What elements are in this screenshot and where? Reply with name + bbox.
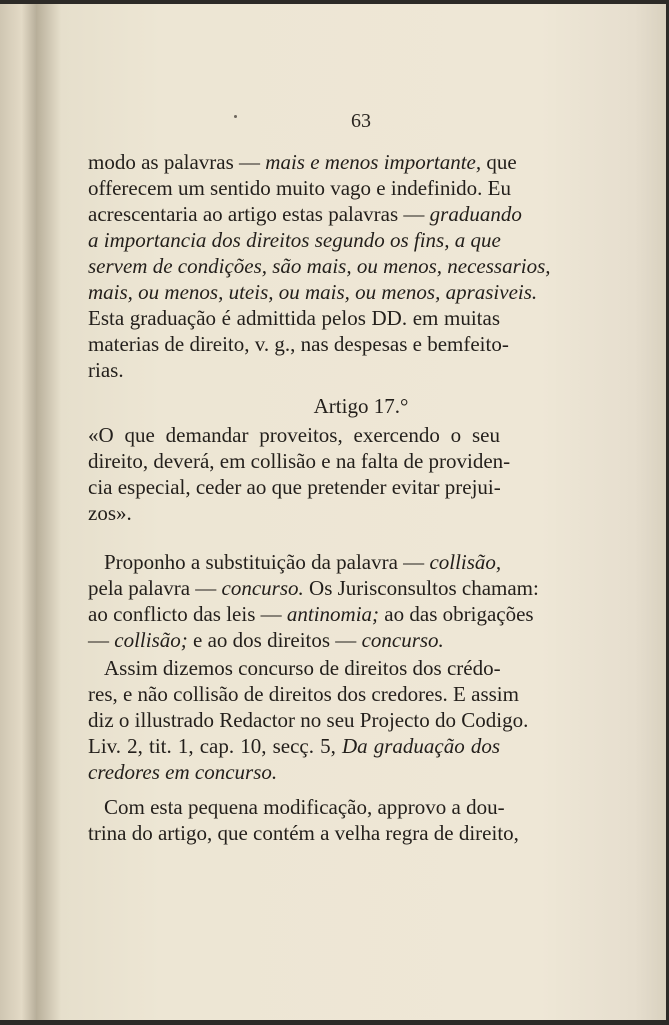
italic-text: mais, ou menos, uteis, ou mais, ou menos, aprasiveis. [88, 280, 538, 304]
paragraph-line [104, 549, 500, 575]
paragraph-line [88, 201, 522, 227]
paragraph-line [88, 575, 539, 601]
paragraph-line [104, 655, 500, 681]
text-segment: Os Jurisconsultos chamam: [303, 576, 539, 600]
paragraph-line [88, 331, 509, 357]
text-segment: diz o illustrado Redactor no seu Projecto do Codigo. [88, 708, 529, 732]
italic-text: a importancia dos direitos segundo os fins, a que [88, 228, 501, 252]
paragraph-line [88, 681, 519, 707]
article-heading: Artigo 17.° [313, 394, 409, 418]
paragraph-line [88, 820, 519, 846]
italic-text: servem de condições, são mais, ou menos, necessarios, [88, 254, 551, 278]
text-segment: rias. [88, 358, 124, 382]
text-segment: trina do artigo, que contém a velha regra de direito, [88, 821, 519, 845]
italic-text: graduando [429, 202, 522, 226]
italic-text: Da graduação dos [341, 734, 500, 758]
text-segment: — [88, 628, 115, 652]
text-segment: modo as palavras — [88, 150, 266, 174]
paragraph-line [104, 794, 505, 820]
text-segment: res, e não collisão de direitos dos credores. E assim [88, 682, 519, 706]
article-text-line: «O que demandar proveitos, exercendo o seu [88, 423, 500, 447]
text-segment: Assim dizemos concurso de direitos dos crédo- [104, 656, 501, 680]
italic-text: collisão, [429, 550, 502, 574]
text-segment: acrescentaria ao artigo estas palavras — [88, 202, 430, 226]
text-segment: ao das obrigações [379, 602, 534, 626]
italic-text: credores em concurso. [88, 760, 278, 784]
paragraph-line [88, 227, 500, 253]
article-text-line: cia especial, ceder ao que pretender evitar prejui- [88, 475, 501, 499]
text-segment: Liv. 2, tit. 1, cap. 10, secç. 5, [88, 734, 342, 758]
paragraph-line [88, 357, 500, 383]
paragraph-line [88, 279, 538, 305]
speck [234, 115, 237, 118]
paragraph-line [88, 175, 512, 201]
italic-text: mais e menos importante, [265, 150, 482, 174]
italic-text: concurso. [361, 628, 444, 652]
book-page [36, 4, 666, 1020]
text-segment: Esta graduação é admittida pelos DD. em muitas [88, 306, 500, 330]
article-text-line: zos». [88, 501, 132, 525]
text-segment: que [481, 150, 517, 174]
paragraph-line [88, 627, 500, 653]
text-segment: offerecem um sentido muito vago e indefinido. Eu [88, 176, 512, 200]
article-text-line: direito, deverá, em collisão e na falta de providen- [88, 449, 511, 473]
text-segment: pela palavra — [88, 576, 222, 600]
italic-text: antinomia; [286, 602, 380, 626]
text-segment: Proponho a substituição da palavra — [104, 550, 430, 574]
text-segment: Com esta pequena modificação, approvo a dou- [104, 795, 505, 819]
paragraph-line [88, 759, 500, 785]
text-segment: e ao dos direitos — [187, 628, 362, 652]
italic-text: collisão; [114, 628, 188, 652]
text-segment: materias de direito, v. g., nas despesas e bemfeito- [88, 332, 509, 356]
paragraph-line [88, 707, 529, 733]
left-page-edge [0, 4, 36, 1020]
paragraph-line [88, 149, 517, 175]
paragraph-line [88, 305, 500, 331]
text-segment: ao conflicto das leis — [88, 602, 287, 626]
paragraph-line [88, 253, 551, 279]
paragraph-line [88, 601, 534, 627]
paragraph-line [88, 733, 500, 759]
page-number: 63 [351, 110, 371, 132]
italic-text: concurso. [221, 576, 304, 600]
